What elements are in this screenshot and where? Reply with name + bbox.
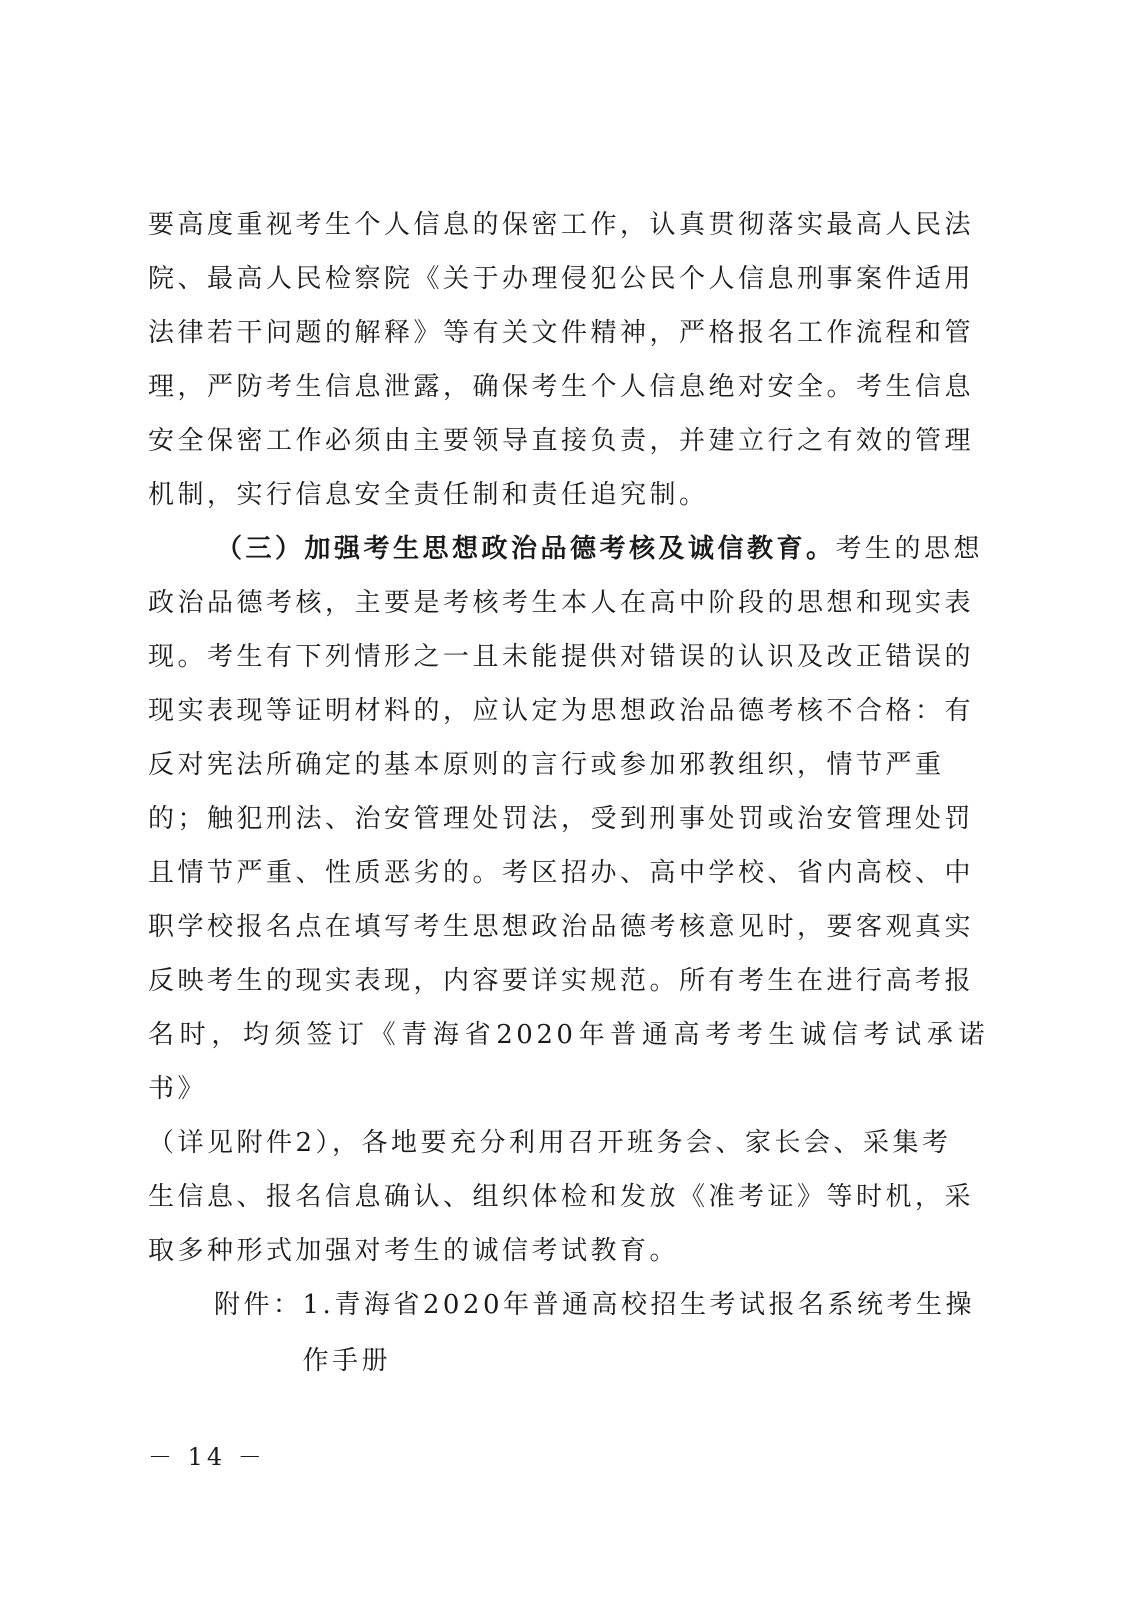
page-number: － 14 － [148, 1443, 266, 1471]
attachment-item-1: 1.青海省2020年普通高校招生考试报名系统考生操 作手册 [302, 1290, 975, 1376]
section-heading-3: （三）加强考生思想政治品德考核及诚信教育。 [216, 534, 836, 564]
document-body [148, 198, 988, 1278]
paragraph-moral-assessment [148, 522, 988, 1278]
paragraph-privacy: 要高度重视考生个人信息的保密工作，认真贯彻落实最高人民法 院、最高人民检察院《关于办理侵犯公民个人信息刑事案件适用 法律若干问题的解释》等有关文件精神，严格报名工作流程和管 理，严防考生信息泄露，确保考生个人信息绝对安全。考生信息 安全保密工作必须由主要领导直接负责，并建立行之有效的管理 机制，实行信息安全责任制和责任追究制。 [148, 210, 975, 510]
paragraph-moral-assessment-body: 考生的思想 政治品德考核，主要是考核考生本人在高中阶段的思想和现实表 现。考生有下列情形之一且未能提供对错误的认识及改正错误的 现实表现等证明材料的，应认定为思想政治品德考核不合格：有 反对宪法所确定的基本原则的言行或参加邪教组织，情节严重 的；触犯刑法、治安管理处罚法，受到刑事处罚或治安管理处罚 且情节严重、性质恶劣的。考区招办、高中学校、省内高校、中 职学校报名点在填写考生思想政治品德考核意见时，要客观真实 反映考生的现实表现，内容要详实规范。所有考生在进行高考报 名时，均须签订《青海省2020年普通高考考生诚信考试承诺书》 （详见附件2），各地要充分利用召开班务会、家长会、采集考 生信息、报名信息确认、组织体检和发放《准考证》等时机，采 取多种形式加强对考生的诚信考试教育。 [148, 534, 988, 1266]
attachment-list [148, 1277, 988, 1389]
attachment-item [148, 1277, 988, 1389]
attachment-label: 附件： [214, 1290, 303, 1320]
